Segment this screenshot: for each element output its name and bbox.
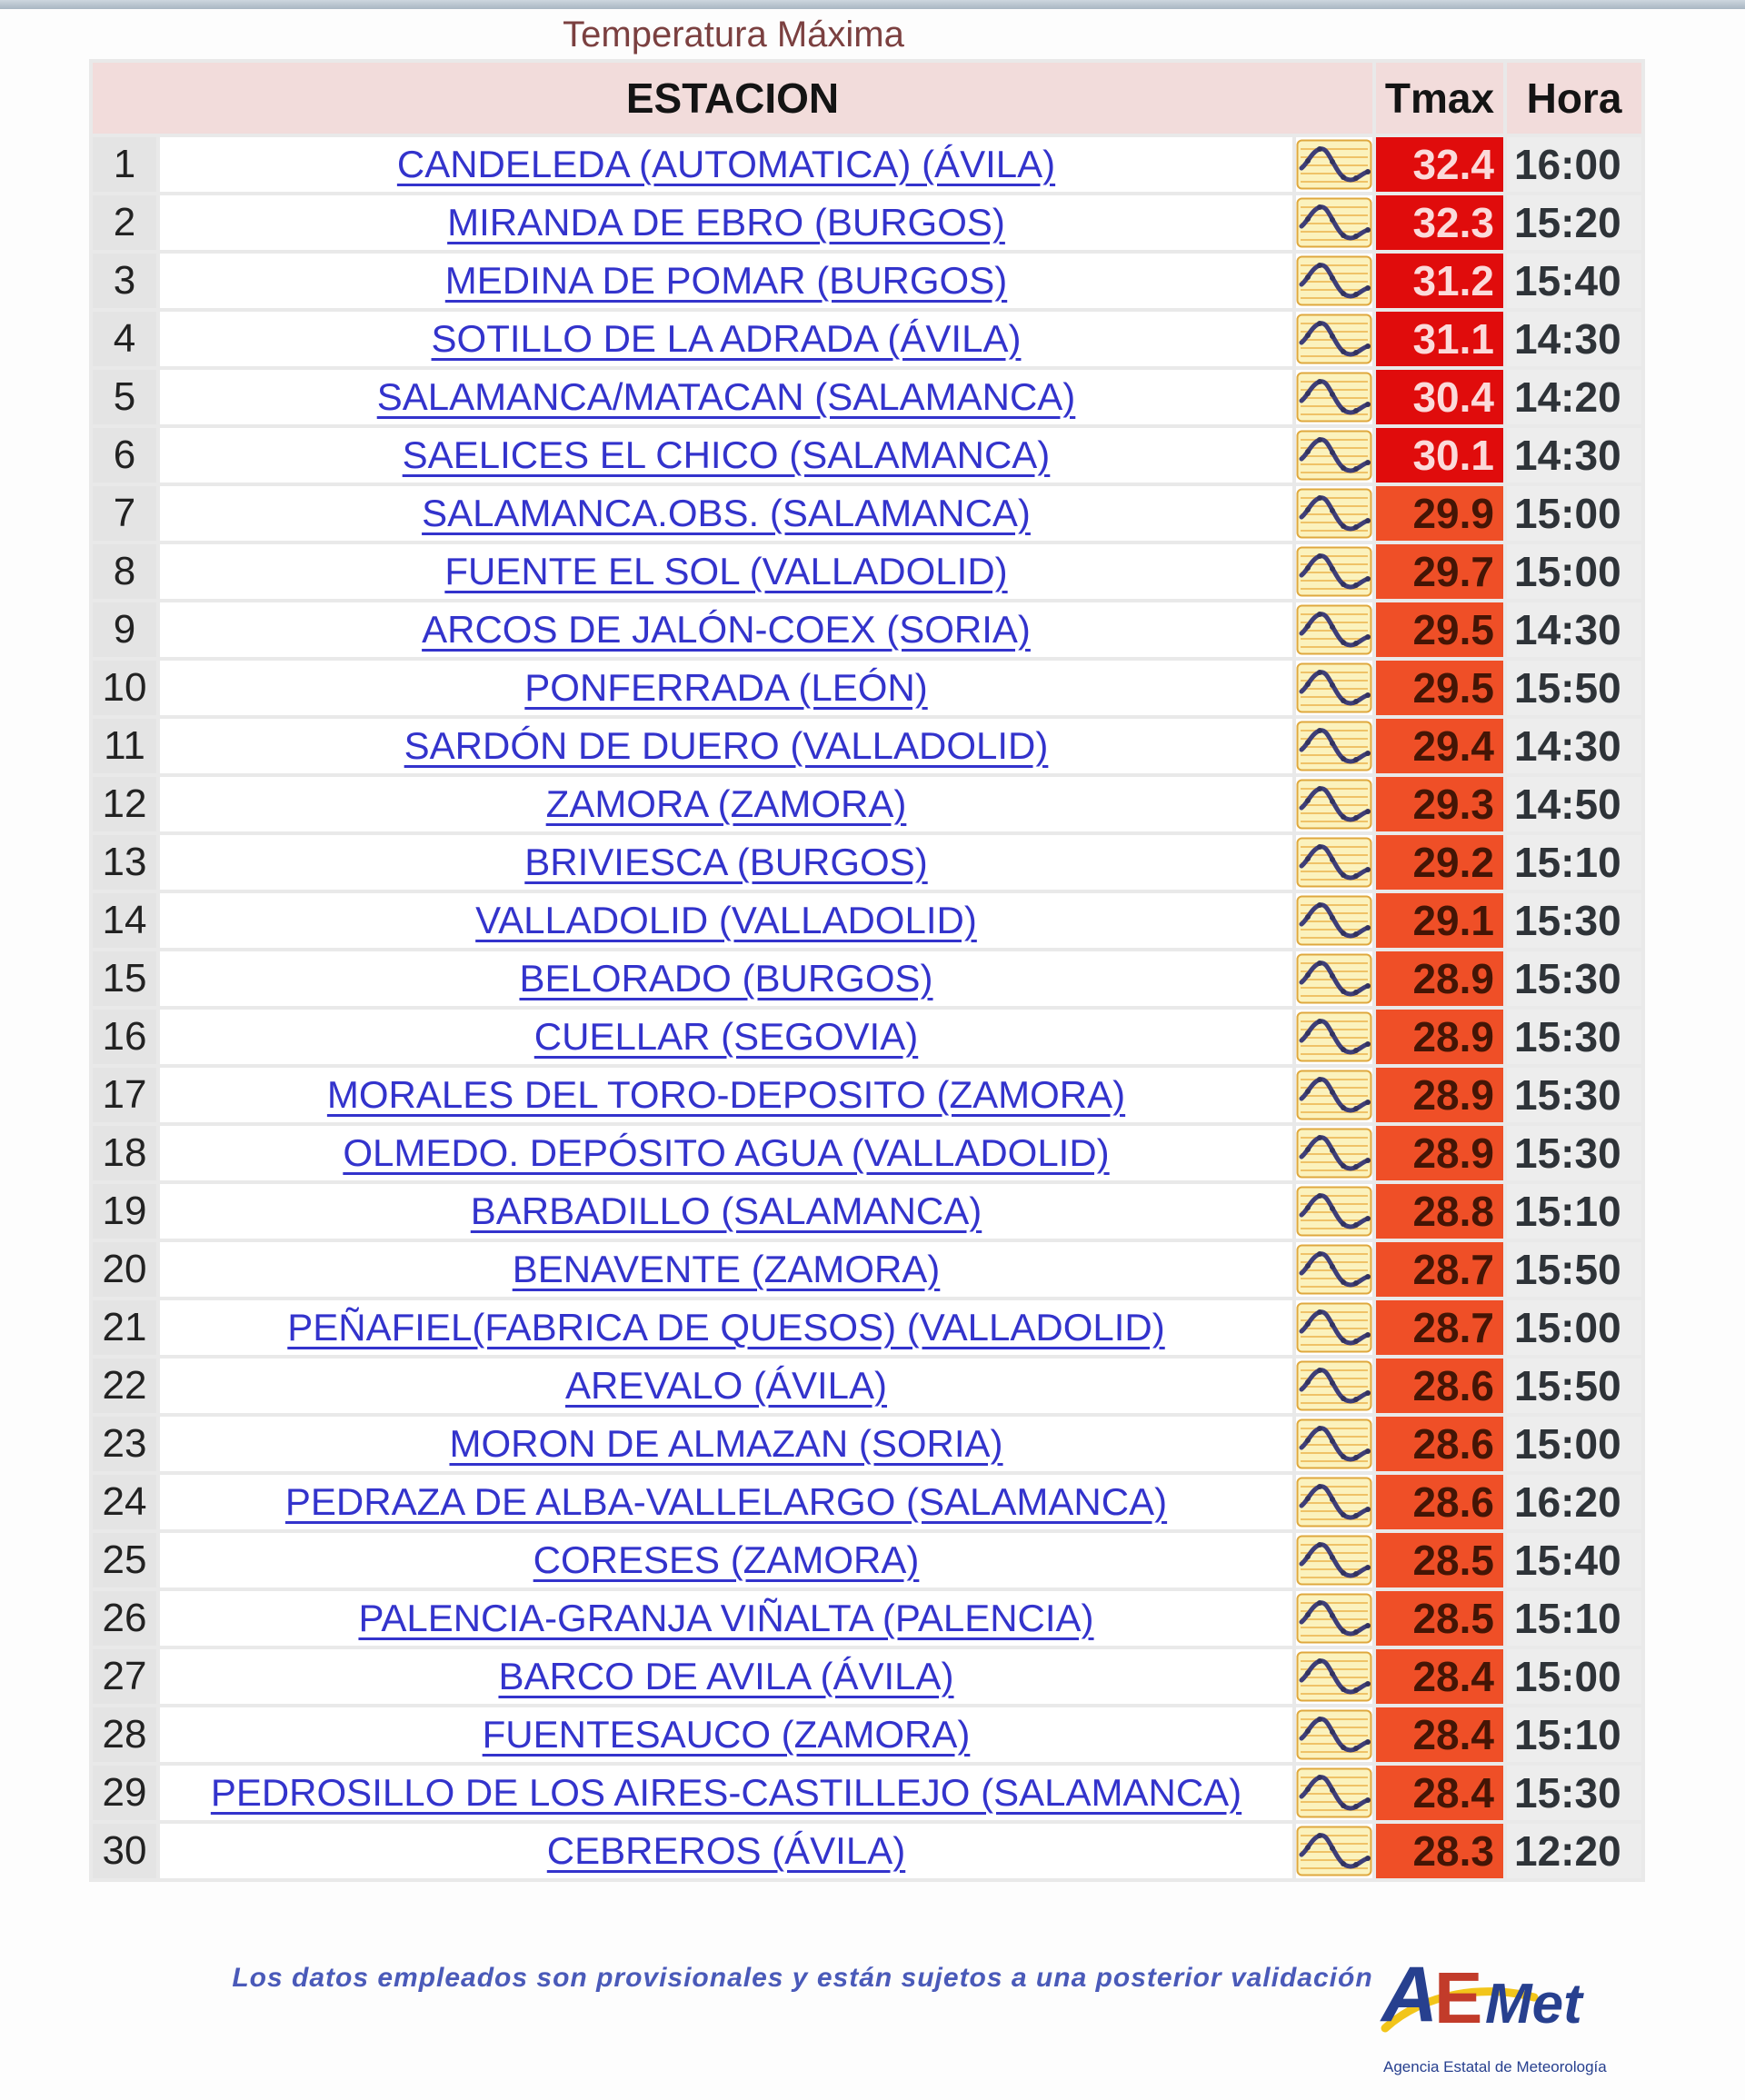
window-top-edge (0, 0, 1745, 9)
table-row (93, 1184, 1641, 1239)
rank-cell: 6 (93, 428, 156, 483)
hora-cell: 15:00 (1507, 1417, 1641, 1471)
hora-cell: 15:20 (1507, 195, 1641, 250)
logo-letter-e: E (1434, 1957, 1483, 2038)
station-link[interactable]: AREVALO (ÁVILA) (564, 1364, 887, 1407)
station-cell (160, 1824, 1292, 1878)
rank-cell: 8 (93, 544, 156, 599)
hora-cell: 15:00 (1507, 1300, 1641, 1355)
sparkline-chart-icon[interactable] (1296, 662, 1372, 713)
table-row (93, 951, 1641, 1006)
sparkline-cell (1296, 661, 1372, 715)
hora-cell: 15:30 (1507, 1766, 1641, 1820)
table-row (93, 254, 1641, 308)
sparkline-cell (1296, 1126, 1372, 1180)
rank-cell: 25 (93, 1533, 156, 1587)
sparkline-cell (1296, 1068, 1372, 1122)
station-cell (160, 1591, 1292, 1646)
table-row (93, 370, 1641, 424)
station-cell (160, 893, 1292, 948)
table-row (93, 486, 1641, 541)
station-cell (160, 835, 1292, 890)
table-row (93, 1766, 1641, 1820)
sparkline-cell (1296, 1010, 1372, 1064)
rank-cell: 17 (93, 1068, 156, 1122)
sparkline-cell (1296, 254, 1372, 308)
hora-cell: 14:30 (1507, 312, 1641, 366)
station-link[interactable]: PEDRAZA DE ALBA-VALLELARGO (SALAMANCA) (284, 1480, 1168, 1523)
hora-cell: 15:10 (1507, 835, 1641, 890)
sparkline-cell (1296, 777, 1372, 831)
sparkline-cell (1296, 1242, 1372, 1297)
sparkline-chart-icon[interactable] (1296, 837, 1372, 888)
tmax-cell: 28.9 (1376, 1126, 1503, 1180)
table-row (93, 1068, 1641, 1122)
hora-cell: 12:20 (1507, 1824, 1641, 1878)
sparkline-chart-icon[interactable] (1296, 721, 1372, 771)
station-link[interactable]: BRIVIESCA (BURGOS) (524, 841, 928, 883)
table-row (93, 1242, 1641, 1297)
station-link[interactable]: MIRANDA DE EBRO (BURGOS) (447, 201, 1005, 244)
sparkline-cell (1296, 1707, 1372, 1762)
sparkline-chart-icon[interactable] (1296, 1302, 1372, 1353)
sparkline-chart-icon[interactable] (1296, 197, 1372, 248)
hora-cell: 15:40 (1507, 254, 1641, 308)
rank-cell: 9 (93, 602, 156, 657)
tmax-cell: 31.2 (1376, 254, 1503, 308)
hora-cell: 15:50 (1507, 661, 1641, 715)
table-row (93, 1475, 1641, 1529)
station-link[interactable]: CORESES (ZAMORA) (533, 1538, 920, 1581)
aemet-logo-image (1378, 1950, 1669, 2059)
hora-cell: 14:30 (1507, 428, 1641, 483)
tmax-cell: 29.5 (1376, 661, 1503, 715)
tmax-cell: 28.9 (1376, 1010, 1503, 1064)
tmax-cell: 28.6 (1376, 1359, 1503, 1413)
sparkline-cell (1296, 893, 1372, 948)
sparkline-cell (1296, 544, 1372, 599)
table-row (93, 1300, 1641, 1355)
sparkline-chart-icon[interactable] (1296, 546, 1372, 597)
station-cell (160, 370, 1292, 424)
rank-cell: 1 (93, 137, 156, 192)
table-row (93, 602, 1641, 657)
station-cell (160, 1359, 1292, 1413)
tmax-cell: 29.4 (1376, 719, 1503, 773)
hora-cell: 14:50 (1507, 777, 1641, 831)
rank-cell: 21 (93, 1300, 156, 1355)
station-cell (160, 951, 1292, 1006)
station-cell (160, 1649, 1292, 1704)
station-cell (160, 1475, 1292, 1529)
station-link[interactable]: BARCO DE AVILA (ÁVILA) (498, 1655, 954, 1697)
column-header-hora: Hora (1507, 63, 1641, 134)
station-cell (160, 312, 1292, 366)
hora-cell: 15:10 (1507, 1591, 1641, 1646)
sparkline-chart-icon[interactable] (1296, 1418, 1372, 1469)
rank-cell: 12 (93, 777, 156, 831)
station-link[interactable]: FUENTESAUCO (ZAMORA) (482, 1713, 971, 1756)
station-cell (160, 254, 1292, 308)
sparkline-chart-icon[interactable] (1296, 604, 1372, 655)
sparkline-cell (1296, 1766, 1372, 1820)
hora-cell: 16:00 (1507, 137, 1641, 192)
station-cell (160, 1300, 1292, 1355)
station-link[interactable]: PEDROSILLO DE LOS AIRES-CASTILLEJO (SALAMANCA) (210, 1771, 1242, 1814)
station-cell (160, 486, 1292, 541)
tmax-cell: 28.4 (1376, 1649, 1503, 1704)
station-cell (160, 719, 1292, 773)
station-link[interactable]: SAELICES EL CHICO (SALAMANCA) (402, 433, 1051, 476)
sparkline-cell (1296, 1417, 1372, 1471)
station-link[interactable]: BENAVENTE (ZAMORA) (512, 1248, 941, 1290)
logo-letter-a: A (1381, 1951, 1439, 2038)
sparkline-chart-icon[interactable] (1296, 1709, 1372, 1760)
sparkline-cell (1296, 1184, 1372, 1239)
station-link[interactable]: BARBADILLO (SALAMANCA) (470, 1189, 982, 1232)
table-row (93, 137, 1641, 192)
station-link[interactable]: OLMEDO. DEPÓSITO AGUA (VALLADOLID) (343, 1131, 1110, 1174)
table-row (93, 1591, 1641, 1646)
sparkline-chart-icon[interactable] (1296, 430, 1372, 481)
sparkline-cell (1296, 1300, 1372, 1355)
tmax-cell: 28.8 (1376, 1184, 1503, 1239)
page-title: Temperatura Máxima (563, 15, 904, 55)
tmax-cell: 29.5 (1376, 602, 1503, 657)
rank-cell: 13 (93, 835, 156, 890)
tmax-cell: 29.9 (1376, 486, 1503, 541)
hora-cell: 15:30 (1507, 1068, 1641, 1122)
tmax-cell: 29.2 (1376, 835, 1503, 890)
rank-cell: 30 (93, 1824, 156, 1878)
rank-cell: 4 (93, 312, 156, 366)
station-link[interactable]: CEBREROS (ÁVILA) (546, 1829, 906, 1872)
station-cell (160, 1068, 1292, 1122)
rank-cell: 26 (93, 1591, 156, 1646)
rank-cell: 11 (93, 719, 156, 773)
tmax-cell: 28.3 (1376, 1824, 1503, 1878)
tmax-cell: 29.1 (1376, 893, 1503, 948)
table-row (93, 428, 1641, 483)
hora-cell: 15:00 (1507, 544, 1641, 599)
tmax-cell: 28.6 (1376, 1475, 1503, 1529)
logo-letters-met: Met (1485, 1973, 1582, 2035)
sparkline-chart-icon[interactable] (1296, 1360, 1372, 1411)
hora-cell: 15:10 (1507, 1184, 1641, 1239)
station-cell (160, 1126, 1292, 1180)
station-link[interactable]: PONFERRADA (LEÓN) (524, 666, 928, 709)
rank-cell: 7 (93, 486, 156, 541)
sparkline-cell (1296, 137, 1372, 192)
station-cell (160, 1242, 1292, 1297)
station-link[interactable]: PEÑAFIEL(FABRICA DE QUESOS) (VALLADOLID) (287, 1306, 1165, 1349)
table-row (93, 195, 1641, 250)
station-link[interactable]: SALAMANCA.OBS. (SALAMANCA) (422, 492, 1031, 534)
hora-cell: 15:10 (1507, 1707, 1641, 1762)
sparkline-chart-icon[interactable] (1296, 1593, 1372, 1644)
table-row (93, 1824, 1641, 1878)
station-link[interactable]: CUELLAR (SEGOVIA) (533, 1015, 919, 1058)
rank-cell: 23 (93, 1417, 156, 1471)
hora-cell: 14:20 (1507, 370, 1641, 424)
sparkline-cell (1296, 602, 1372, 657)
tmax-cell: 28.9 (1376, 951, 1503, 1006)
hora-cell: 15:30 (1507, 1010, 1641, 1064)
tmax-cell: 29.7 (1376, 544, 1503, 599)
sparkline-chart-icon[interactable] (1296, 1767, 1372, 1818)
table-row (93, 777, 1641, 831)
rank-cell: 20 (93, 1242, 156, 1297)
station-link[interactable]: SOTILLO DE LA ADRADA (ÁVILA) (431, 317, 1022, 360)
station-link[interactable]: FUENTE EL SOL (VALLADOLID) (444, 550, 1008, 592)
tmax-cell: 28.4 (1376, 1766, 1503, 1820)
sparkline-chart-icon[interactable] (1296, 895, 1372, 946)
station-cell (160, 1707, 1292, 1762)
table-row (93, 893, 1641, 948)
station-link[interactable]: SARDÓN DE DUERO (VALLADOLID) (404, 724, 1049, 767)
sparkline-chart-icon[interactable] (1296, 488, 1372, 539)
rank-cell: 22 (93, 1359, 156, 1413)
station-cell (160, 137, 1292, 192)
table-row (93, 544, 1641, 599)
column-header-estacion: ESTACION (93, 63, 1372, 134)
table-row (93, 1707, 1641, 1762)
sparkline-chart-icon[interactable] (1296, 779, 1372, 830)
hora-cell: 15:40 (1507, 1533, 1641, 1587)
station-cell (160, 777, 1292, 831)
table-row (93, 1649, 1641, 1704)
rank-cell: 19 (93, 1184, 156, 1239)
rank-cell: 28 (93, 1707, 156, 1762)
hora-cell: 15:30 (1507, 1126, 1641, 1180)
tmax-cell: 30.4 (1376, 370, 1503, 424)
tmax-cell: 32.4 (1376, 137, 1503, 192)
tmax-cell: 29.3 (1376, 777, 1503, 831)
sparkline-chart-icon[interactable] (1296, 1535, 1372, 1586)
station-link[interactable]: MEDINA DE POMAR (BURGOS) (444, 259, 1008, 302)
tmax-cell: 28.7 (1376, 1242, 1503, 1297)
hora-cell: 15:50 (1507, 1359, 1641, 1413)
station-link[interactable]: VALLADOLID (VALLADOLID) (475, 899, 977, 941)
sparkline-cell (1296, 486, 1372, 541)
sparkline-cell (1296, 195, 1372, 250)
station-cell (160, 428, 1292, 483)
sparkline-cell (1296, 1591, 1372, 1646)
sparkline-cell (1296, 1359, 1372, 1413)
sparkline-chart-icon[interactable] (1296, 139, 1372, 190)
hora-cell: 15:00 (1507, 1649, 1641, 1704)
rank-cell: 5 (93, 370, 156, 424)
hora-cell: 15:00 (1507, 486, 1641, 541)
station-link[interactable]: PALENCIA-GRANJA VIÑALTA (PALENCIA) (358, 1597, 1094, 1639)
sparkline-chart-icon[interactable] (1296, 1651, 1372, 1702)
tmax-cell: 28.9 (1376, 1068, 1503, 1122)
tmax-table (89, 59, 1645, 1882)
table-row (93, 835, 1641, 890)
tmax-cell: 28.4 (1376, 1707, 1503, 1762)
table-row (93, 719, 1641, 773)
rank-cell: 24 (93, 1475, 156, 1529)
hora-cell: 14:30 (1507, 602, 1641, 657)
sparkline-cell (1296, 1475, 1372, 1529)
sparkline-chart-icon[interactable] (1296, 255, 1372, 306)
aemet-logo-subtitle: Agencia Estatal de Meteorología (1383, 2058, 1607, 2075)
table-row (93, 312, 1641, 366)
sparkline-cell (1296, 312, 1372, 366)
sparkline-chart-icon[interactable] (1296, 1128, 1372, 1179)
rank-cell: 16 (93, 1010, 156, 1064)
hora-cell: 15:30 (1507, 893, 1641, 948)
table-row (93, 1126, 1641, 1180)
table-header-row (93, 63, 1641, 134)
rank-cell: 2 (93, 195, 156, 250)
tmax-cell: 30.1 (1376, 428, 1503, 483)
tmax-cell: 31.1 (1376, 312, 1503, 366)
sparkline-cell (1296, 835, 1372, 890)
sparkline-chart-icon[interactable] (1296, 1186, 1372, 1237)
station-link[interactable]: ZAMORA (ZAMORA) (545, 782, 907, 825)
table-row (93, 1010, 1641, 1064)
tmax-cell: 28.5 (1376, 1591, 1503, 1646)
station-link[interactable]: MORALES DEL TORO-DEPOSITO (ZAMORA) (326, 1073, 1126, 1116)
station-cell (160, 602, 1292, 657)
rank-cell: 29 (93, 1766, 156, 1820)
station-link[interactable]: ARCOS DE JALÓN-COEX (SORIA) (422, 608, 1031, 651)
station-link[interactable]: SALAMANCA/MATACAN (SALAMANCA) (376, 375, 1076, 418)
hora-cell: 16:20 (1507, 1475, 1641, 1529)
rank-cell: 27 (93, 1649, 156, 1704)
provisional-data-disclaimer: Los datos empleados son provisionales y están sujetos a una posterior validación (232, 1963, 1373, 1993)
sparkline-cell (1296, 951, 1372, 1006)
tmax-cell: 28.5 (1376, 1533, 1503, 1587)
station-cell (160, 1417, 1292, 1471)
hora-cell: 14:30 (1507, 719, 1641, 773)
sparkline-chart-icon[interactable] (1296, 1244, 1372, 1295)
rank-cell: 14 (93, 893, 156, 948)
sparkline-chart-icon[interactable] (1296, 1477, 1372, 1528)
station-link[interactable]: BELORADO (BURGOS) (519, 957, 933, 1000)
sparkline-chart-icon[interactable] (1296, 1826, 1372, 1876)
sparkline-cell (1296, 428, 1372, 483)
station-cell (160, 1766, 1292, 1820)
sparkline-cell (1296, 370, 1372, 424)
table-row (93, 1359, 1641, 1413)
sparkline-chart-icon[interactable] (1296, 1011, 1372, 1062)
sparkline-chart-icon[interactable] (1296, 314, 1372, 364)
station-link[interactable]: MORON DE ALMAZAN (SORIA) (449, 1422, 1003, 1465)
station-cell (160, 1533, 1292, 1587)
rank-cell: 15 (93, 951, 156, 1006)
station-link[interactable]: CANDELEDA (AUTOMATICA) (ÁVILA) (396, 143, 1056, 185)
station-cell (160, 544, 1292, 599)
tmax-cell: 32.3 (1376, 195, 1503, 250)
sparkline-chart-icon[interactable] (1296, 1070, 1372, 1120)
aemet-logo (1378, 1950, 1669, 2076)
sparkline-cell (1296, 1649, 1372, 1704)
sparkline-chart-icon[interactable] (1296, 372, 1372, 423)
rank-cell: 3 (93, 254, 156, 308)
table-row (93, 1533, 1641, 1587)
tmax-cell: 28.6 (1376, 1417, 1503, 1471)
sparkline-cell (1296, 1824, 1372, 1878)
station-cell (160, 195, 1292, 250)
hora-cell: 15:50 (1507, 1242, 1641, 1297)
station-cell (160, 1010, 1292, 1064)
sparkline-cell (1296, 719, 1372, 773)
sparkline-chart-icon[interactable] (1296, 953, 1372, 1004)
tmax-cell: 28.7 (1376, 1300, 1503, 1355)
rank-cell: 18 (93, 1126, 156, 1180)
table-row (93, 661, 1641, 715)
rank-cell: 10 (93, 661, 156, 715)
hora-cell: 15:30 (1507, 951, 1641, 1006)
station-cell (160, 1184, 1292, 1239)
column-header-tmax: Tmax (1376, 63, 1503, 134)
sparkline-cell (1296, 1533, 1372, 1587)
station-cell (160, 661, 1292, 715)
table-row (93, 1417, 1641, 1471)
